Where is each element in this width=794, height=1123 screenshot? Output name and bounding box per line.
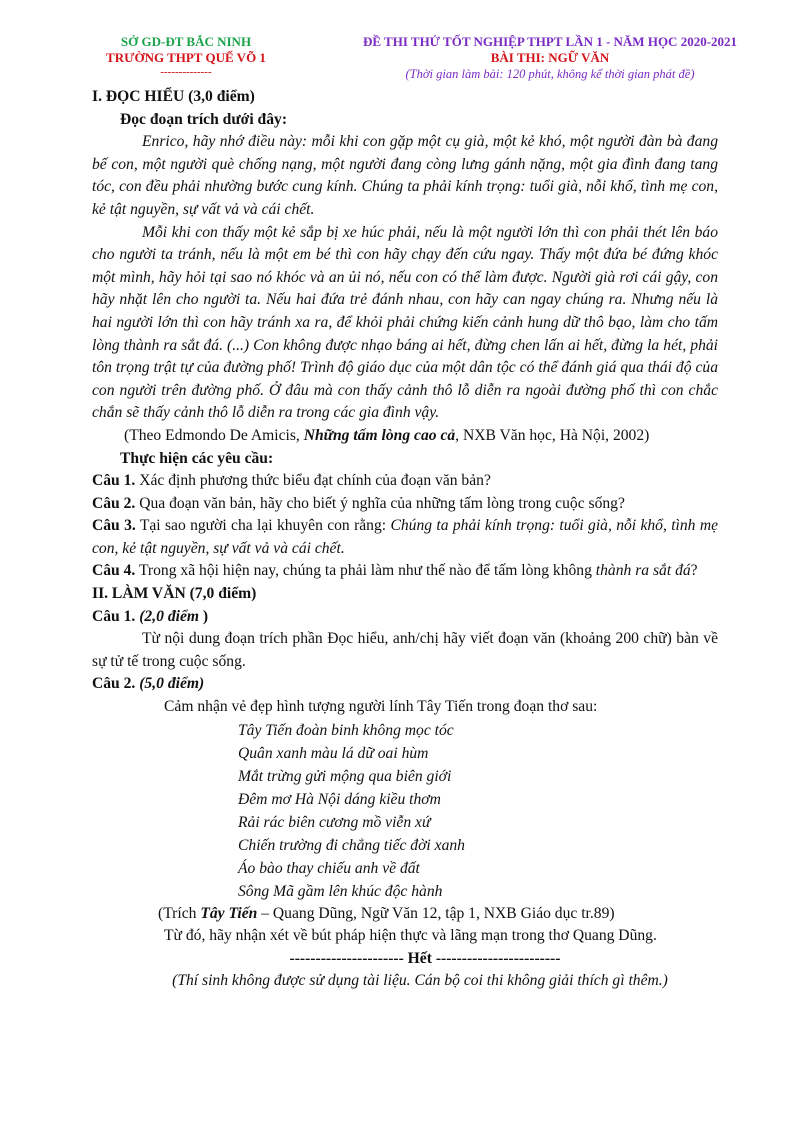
tasks-heading: Thực hiện các yêu cầu: [120, 449, 274, 467]
exam-title: ĐỀ THI THỬ TỐT NGHIỆP THPT LẦN 1 - NĂM HỌC 2020-2021 [362, 34, 738, 49]
exam-duration: (Thời gian làm bài: 120 phút, không kể thời gian phát đề) [405, 67, 695, 81]
poem-line: Tây Tiến đoàn binh không mọc tóc [238, 721, 454, 739]
question-3: Câu 3. Tại sao người cha lại khuyên con rằng: Chúng ta phải kính trọng: tuổi già, nỗi khổ, tình mẹ con, kẻ tật nguyền, sự vất vả và cái chết. [92, 517, 719, 557]
header-divider: -------------- [160, 66, 212, 78]
essay-question-2: Câu 2. (5,0 điểm) [92, 675, 205, 693]
part1-heading: I. ĐỌC HIỂU (3,0 điểm) [92, 88, 255, 105]
exam-body [92, 86, 718, 993]
poem [238, 719, 718, 903]
question-1: Câu 1. Xác định phương thức biểu đạt chính của đoạn văn bản? [92, 472, 491, 490]
poem-line: Đêm mơ Hà Nội dáng kiều thơm [238, 790, 441, 808]
excerpt-paragraph-1: Enrico, hãy nhớ điều này: mỗi khi con gặp một cụ già, một kẻ khó, một người đàn bà đang bế con, một người què chống nạng, một người đang còng lưng gánh nặng, một gia đình đang tang tóc, con đều phải nhường bước cung kính. Chúng ta phải kính trọng: tuổi già, nỗi khổ, tình mẹ con, kẻ tật nguyền, sự vất vả và cái chết. [92, 133, 718, 218]
excerpt-book-title: Những tấm lòng cao cả [303, 426, 456, 444]
department-name: SỞ GD-ĐT BẮC NINH [120, 34, 252, 49]
end-marker: ---------------------- Hết ------------------------ [289, 949, 561, 967]
part1-subheading: Đọc đoạn trích dưới đây: [120, 110, 288, 128]
poem-line: Mắt trừng gửi mộng qua biên giới [238, 767, 452, 785]
poem-source: (Trích Tây Tiến – Quang Dũng, Ngữ Văn 12, tập 1, NXB Giáo dục tr.89) [158, 904, 615, 922]
school-header [86, 34, 286, 78]
excerpt-paragraph-2: Mỗi khi con thấy một kẻ sắp bị xe húc phải, nếu là một người lớn thì con phải thét lên báo cho người ta tránh, nếu là một em bé thì con hãy chạy đến cứu ngay. Thấy một đứa bé đứng khóc một mình, hãy hỏi tại sao nó khóc và an ủi nó, nếu con có thể làm được. Người già rơi cái gậy, con hãy nhặt lên cho người ta. Nếu hai đứa trẻ đánh nhau, con hãy can ngay chúng ra. Nhưng nếu là hai người lớn thì con hãy tránh xa ra, để khỏi phải chứng kiến cảnh hung dữ thô bạo, làm cho tấm lòng thành ra sắt đá. (...) Con không được nhạo báng ai hết, đừng chen lấn ai hết, đừng la hét, phải tôn trọng trật tự của đường phố! Trình độ giáo dục của một dân tộc có thể đánh giá qua thái độ của con người trên đường phố. Ở đâu mà con thấy cảnh thô lỗ diễn ra ngoài đường phố thì con chắc chắn sẽ thấy cảnh thô lỗ diễn ra trong các gia đình vậy. [92, 223, 718, 422]
essay-question-2-prompt: Cảm nhận vẻ đẹp hình tượng người lính Tây Tiến trong đoạn thơ sau: [164, 698, 598, 716]
essay-question-1: Câu 1. (2,0 điểm ) [92, 607, 209, 625]
poem-line: Quân xanh màu lá dữ oai hùm [238, 744, 429, 762]
poem-line: Áo bào thay chiếu anh về đất [238, 859, 420, 877]
poem-title: Tây Tiến [200, 904, 258, 922]
poem-line: Chiến trường đi chẳng tiếc đời xanh [238, 836, 465, 854]
exam-header [318, 34, 782, 82]
exam-note: (Thí sinh không được sử dụng tài liệu. Cán bộ coi thi không giải thích gì thêm.) [172, 972, 668, 990]
essay-question-2-comment: Từ đó, hãy nhận xét về bút pháp hiện thực và lãng mạn trong thơ Quang Dũng. [164, 927, 657, 945]
school-name: TRƯỜNG THPT QUẾ VÕ 1 [106, 50, 266, 65]
exam-subject: BÀI THI: NGỮ VĂN [490, 50, 610, 65]
question-4: Câu 4. Trong xã hội hiện nay, chúng ta phải làm như thế nào để tấm lòng không thành ra sắt đá? [92, 562, 698, 580]
poem-line: Rải rác biên cương mồ viễn xứ [238, 813, 431, 831]
essay-question-1-text: Từ nội dung đoạn trích phần Đọc hiểu, anh/chị hãy viết đoạn văn (khoảng 200 chữ) bàn về sự tử tế trong cuộc sống. [92, 630, 718, 670]
question-2: Câu 2. Qua đoạn văn bản, hãy cho biết ý nghĩa của những tấm lòng trong cuộc sống? [92, 494, 625, 512]
part2-heading: II. LÀM VĂN (7,0 điểm) [92, 585, 257, 603]
excerpt-source: (Theo Edmondo De Amicis, Những tấm lòng cao cả, NXB Văn học, Hà Nội, 2002) [124, 426, 650, 444]
poem-line: Sông Mã gầm lên khúc độc hành [238, 882, 443, 900]
